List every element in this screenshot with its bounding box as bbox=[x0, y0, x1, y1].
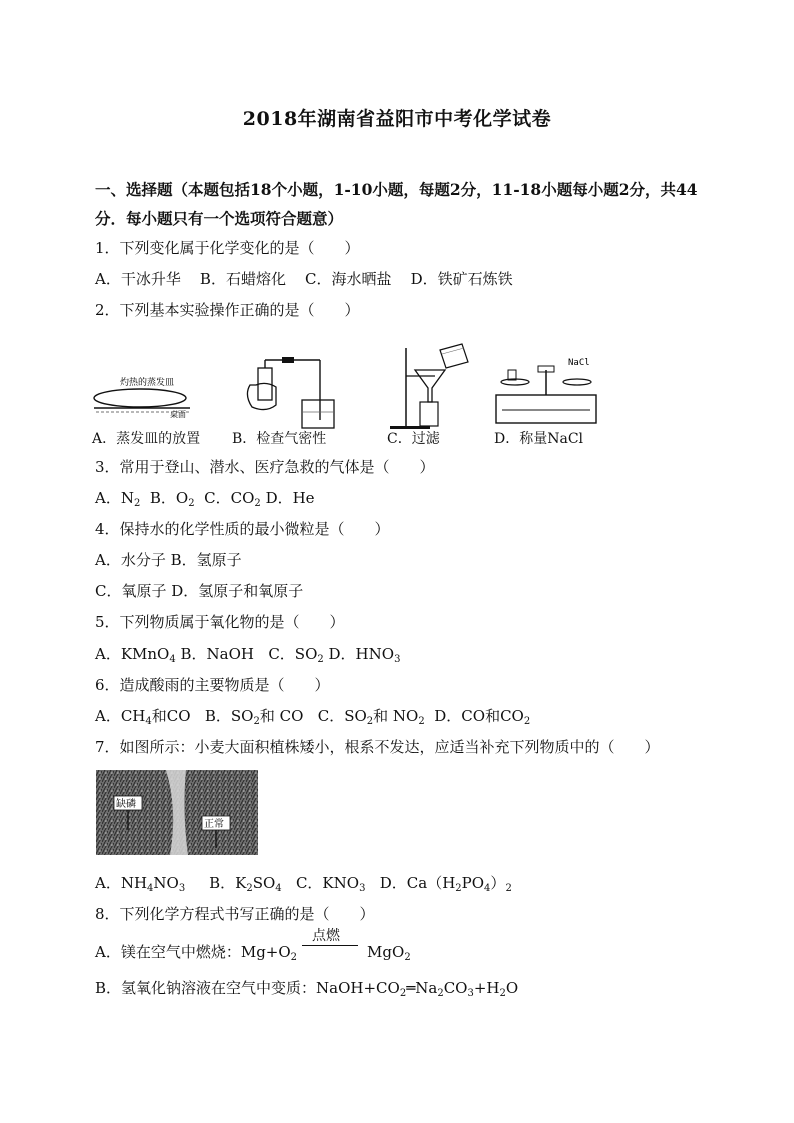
q8-option-b: B．氢氧化钠溶液在空气中变质：$NaOH+CO_2═Na_2CO_3+H_2O$ bbox=[95, 979, 519, 999]
q1-option-b: B．石蜡熔化 bbox=[199, 270, 286, 288]
q6-options: A．$CH_4$和CO B．$SO_2$和 CO C．$SO_2$和 $NO_2$ D．CO和$CO_2$ bbox=[95, 707, 531, 727]
q1-stem: 1．下列变化属于化学变化的是（ ） bbox=[95, 239, 360, 257]
q8-stem: 8．下列化学方程式书写正确的是（ ） bbox=[95, 905, 375, 923]
filtration-figure bbox=[390, 344, 468, 429]
section-heading-line2: 分．每小题只有一个选项符合题意） bbox=[95, 209, 344, 228]
q1-option-c: C．海水晒盐 bbox=[305, 270, 392, 288]
q4-options-line2: C．氧原子 D．氢原子和氧原子 bbox=[95, 582, 304, 600]
q1-options bbox=[95, 268, 513, 289]
nacl-label: NaCl bbox=[568, 358, 590, 368]
evaporating-dish-figure bbox=[94, 376, 190, 419]
q7-options: A．$NH_4NO_3$ B．$K_2SO_4$ C．$KNO_3$ D．$Ca(H_2PO_4)_2$ bbox=[95, 874, 512, 894]
q2-apparatus-drawing bbox=[90, 340, 620, 430]
airtightness-figure bbox=[247, 357, 334, 428]
q1-option-d: D．铁矿石炼铁 bbox=[410, 270, 513, 288]
balance-figure bbox=[496, 358, 596, 423]
q2-caption-a: A．蒸发皿的放置 bbox=[92, 431, 201, 447]
q3-stem: 3．常用于登山、潜水、医疗急救的气体是（ ） bbox=[95, 458, 435, 476]
q2-caption-c: C．过滤 bbox=[387, 431, 440, 447]
q4-stem: 4．保持水的化学性质的最小微粒是（ ） bbox=[95, 520, 390, 538]
q5-stem: 5．下列物质属于氧化物的是（ ） bbox=[95, 613, 345, 631]
dish-label: 灼热的蒸发皿 bbox=[120, 378, 175, 388]
q4-options-line1: A．水分子 B．氢原子 bbox=[95, 551, 242, 569]
q7-wheat-photo bbox=[96, 770, 258, 855]
q5-options: A．KMnO$_4$ B．NaOH C．$SO_2$ D．$HNO_3$ bbox=[95, 645, 401, 665]
page-title: 2018年湖南省益阳市中考化学试卷 bbox=[242, 108, 552, 130]
q8-condition: 点燃 bbox=[312, 928, 340, 944]
q8-reaction-bar bbox=[302, 945, 358, 946]
sign-left: 缺磷 bbox=[116, 799, 136, 810]
sign-right: 正常 bbox=[204, 819, 224, 830]
section-heading-line1: 一、选择题（本题包括18个小题，1-10小题，每题2分，11-18小题每小题2分，共44 bbox=[95, 180, 698, 199]
q3-options: A．$N_2$ B．$O_2$ C．$CO_2$ D．He bbox=[95, 489, 315, 509]
q2-caption-d: D．称量NaCl bbox=[494, 431, 584, 447]
q7-stem: 7．如图所示：小麦大面积植株矮小，根系不发达，应适当补充下列物质中的（ ） bbox=[95, 738, 660, 756]
table-label: 桌面 bbox=[170, 410, 186, 419]
q2-caption-b: B．检查气密性 bbox=[232, 431, 327, 447]
q2-stem: 2．下列基本实验操作正确的是（ ） bbox=[95, 301, 360, 319]
q8-option-a: A．镁在空气中燃烧：$Mg+O_2$ MgO$_2$ bbox=[95, 943, 411, 963]
q6-stem: 6．造成酸雨的主要物质是（ ） bbox=[95, 676, 330, 694]
q1-option-a: A．干冰升华 bbox=[95, 270, 181, 288]
